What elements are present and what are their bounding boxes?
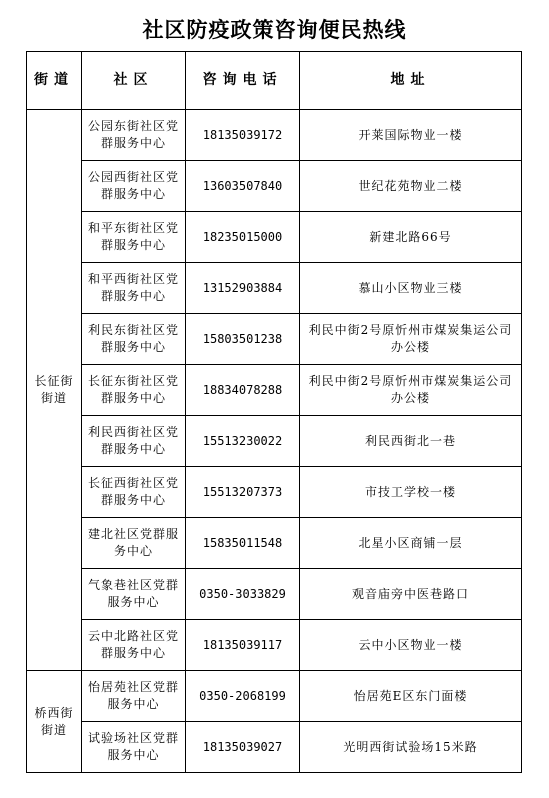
address-cell: 慕山小区物业三楼 [300,263,522,314]
table-body [27,110,522,773]
community-cell: 长征西街社区党群服务中心 [82,467,186,518]
address-cell: 光明西街试验场15米路 [300,722,522,773]
phone-cell: 18135039172 [186,110,300,161]
table-row [27,365,522,416]
hotline-table [26,51,522,773]
address-cell: 市技工学校一楼 [300,467,522,518]
phone-cell: 13603507840 [186,161,300,212]
address-cell: 怡居苑E区东门面楼 [300,671,522,722]
address-cell: 观音庙旁中医巷路口 [300,569,522,620]
phone-cell: 18834078288 [186,365,300,416]
address-cell: 开莱国际物业一楼 [300,110,522,161]
address-cell: 新建北路66号 [300,212,522,263]
address-cell: 云中小区物业一楼 [300,620,522,671]
table-row [27,110,522,161]
header-street: 街道 [27,52,82,110]
phone-cell: 18135039027 [186,722,300,773]
community-cell: 怡居苑社区党群服务中心 [82,671,186,722]
phone-cell: 0350-3033829 [186,569,300,620]
community-cell: 利民西街社区党群服务中心 [82,416,186,467]
community-cell: 公园东街社区党群服务中心 [82,110,186,161]
community-cell: 长征东街社区党群服务中心 [82,365,186,416]
phone-cell: 13152903884 [186,263,300,314]
table-row [27,722,522,773]
table-row [27,518,522,569]
table-row [27,416,522,467]
community-cell: 云中北路社区党群服务中心 [82,620,186,671]
address-cell: 世纪花苑物业二楼 [300,161,522,212]
table-row [27,263,522,314]
phone-cell: 15513230022 [186,416,300,467]
street-cell: 长征街街道 [27,110,82,671]
community-cell: 试验场社区党群服务中心 [82,722,186,773]
phone-cell: 15835011548 [186,518,300,569]
page-title: 社区防疫政策咨询便民热线 [142,17,407,42]
phone-cell: 15803501238 [186,314,300,365]
phone-cell: 15513207373 [186,467,300,518]
table-row [27,467,522,518]
community-cell: 和平西街社区党群服务中心 [82,263,186,314]
community-cell: 建北社区党群服务中心 [82,518,186,569]
header-phone: 咨询电话 [186,52,300,110]
address-cell: 利民西街北一巷 [300,416,522,467]
address-cell: 利民中街2号原忻州市煤炭集运公司办公楼 [300,365,522,416]
community-cell: 气象巷社区党群服务中心 [82,569,186,620]
table-row [27,671,522,722]
table-row [27,569,522,620]
table-row [27,161,522,212]
community-cell: 公园西街社区党群服务中心 [82,161,186,212]
address-cell: 北星小区商铺一层 [300,518,522,569]
header-address: 地址 [300,52,522,110]
address-cell: 利民中街2号原忻州市煤炭集运公司办公楼 [300,314,522,365]
phone-cell: 0350-2068199 [186,671,300,722]
table-row [27,620,522,671]
table-row [27,212,522,263]
header-community: 社区 [82,52,186,110]
phone-cell: 18235015000 [186,212,300,263]
street-cell: 桥西街街道 [27,671,82,773]
community-cell: 和平东街社区党群服务中心 [82,212,186,263]
header-row [27,52,522,110]
community-cell: 利民东街社区党群服务中心 [82,314,186,365]
phone-cell: 18135039117 [186,620,300,671]
table-row [27,314,522,365]
